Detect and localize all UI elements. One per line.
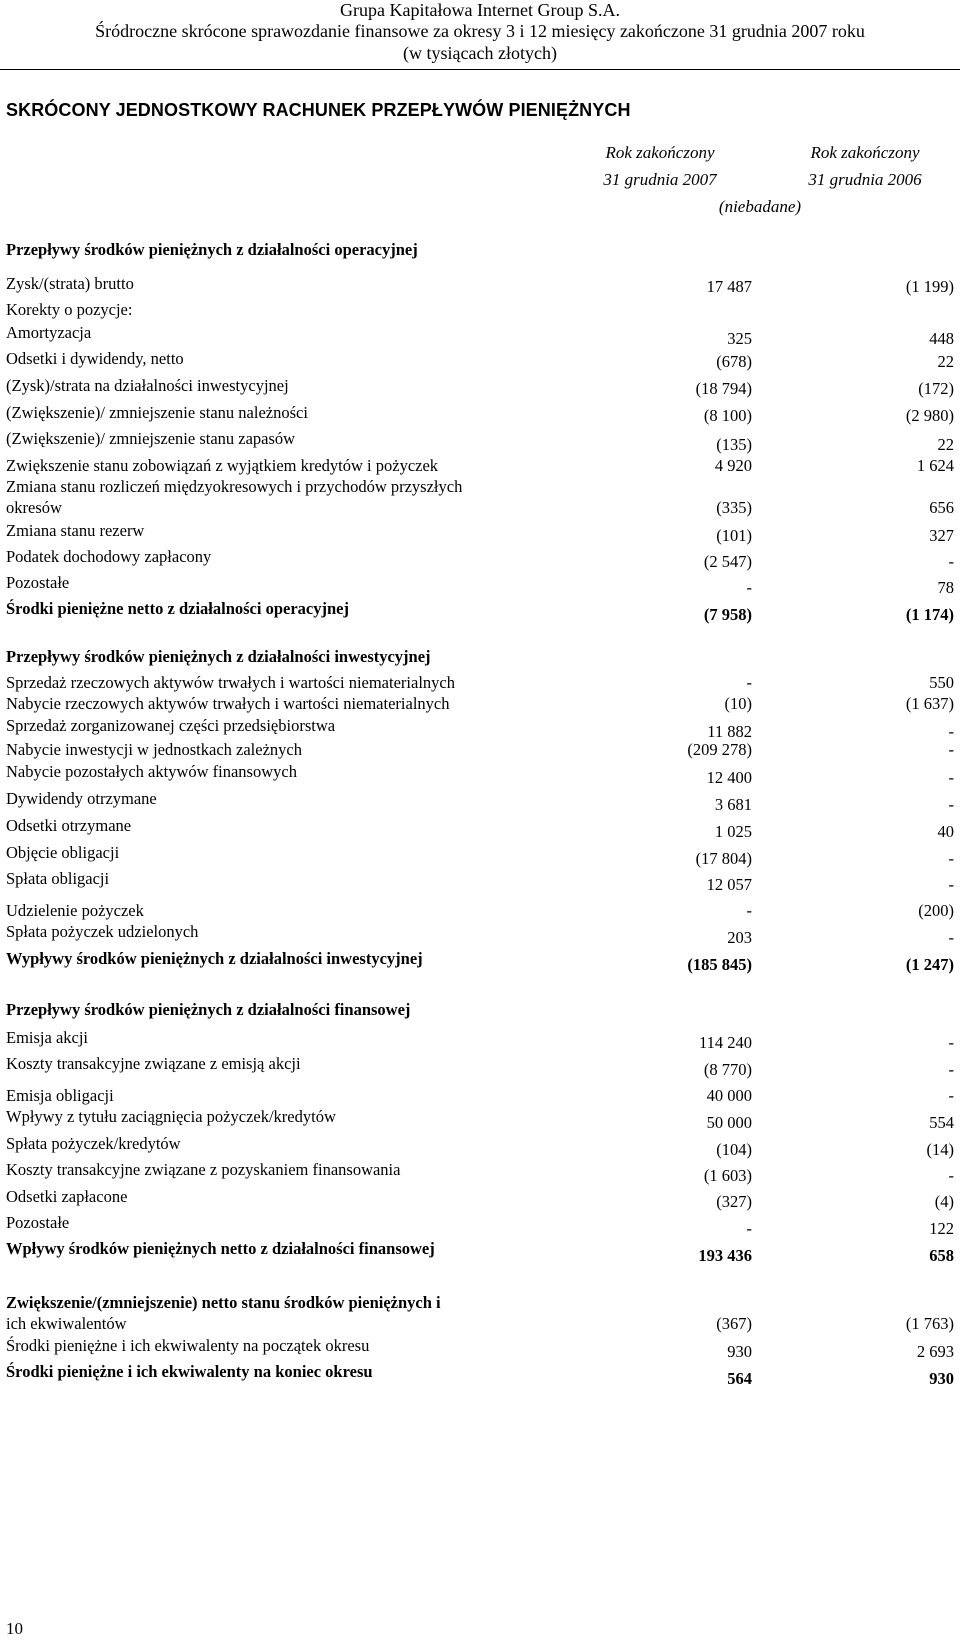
row-label: Podatek dochodowy zapłacony: [6, 547, 212, 566]
value-2006: 1 624: [916, 456, 954, 475]
value-2007: 114 240: [698, 1033, 752, 1052]
value-2007: (7 958): [703, 605, 752, 624]
value-2007: (678): [716, 352, 752, 371]
value-2006: -: [948, 849, 954, 868]
row-label: Zysk/(strata) brutto: [6, 274, 134, 293]
value-2007: (8 100): [703, 406, 752, 425]
value-2007: 325: [727, 329, 752, 348]
value-2007: 11 882: [707, 722, 752, 741]
table-row: [0, 376, 960, 400]
value-2006: -: [948, 1166, 954, 1185]
row-label: Koszty transakcyjne związane z emisją akcji: [6, 1054, 301, 1073]
table-row: [0, 521, 960, 545]
value-2006: 78: [937, 578, 954, 597]
row-label: Spłata pożyczek/kredytów: [6, 1134, 181, 1153]
table-row: [0, 1213, 960, 1237]
value-2006: -: [948, 928, 954, 947]
table-row: [0, 922, 960, 946]
value-2007: (327): [716, 1192, 752, 1211]
value-2006: -: [948, 722, 954, 741]
value-2007: -: [746, 901, 752, 920]
table-row: [0, 1107, 960, 1131]
value-2007: 17 487: [706, 277, 752, 296]
table-row: [0, 1160, 960, 1184]
value-2006: -: [948, 768, 954, 787]
row-label: Nabycie pozostałych aktywów finansowych: [6, 762, 297, 781]
value-2007: -: [746, 578, 752, 597]
section-investing: Przepływy środków pieniężnych z działalności inwestycyjnej: [6, 647, 431, 666]
row-label: Odsetki otrzymane: [6, 816, 132, 835]
value-2006: -: [948, 740, 954, 759]
col2-heading-line2: 31 grudnia 2006: [808, 170, 922, 189]
value-2006: 550: [929, 673, 954, 692]
value-2007: (104): [716, 1140, 752, 1159]
value-2006: (4): [934, 1192, 954, 1211]
value-2007: (367): [716, 1314, 752, 1333]
table-row: [0, 869, 960, 893]
row-label: Zwiększenie stanu zobowiązań z wyjątkiem kredytów i pożyczek: [6, 456, 439, 475]
value-2007: 193 436: [698, 1246, 752, 1265]
value-2007: (10): [724, 694, 752, 713]
row-label: (Zysk)/strata na działalności inwestycyjnej: [6, 376, 289, 395]
col1-heading-line1: Rok zakończony: [605, 143, 715, 162]
value-2006: 327: [929, 526, 954, 545]
col1-heading-line2: 31 grudnia 2007: [603, 170, 717, 189]
value-2006: 554: [929, 1113, 954, 1132]
value-2007: 4 920: [714, 456, 752, 475]
table-row: [0, 694, 960, 718]
table-row: [0, 573, 960, 597]
value-2007: (101): [716, 526, 752, 545]
value-2006: 2 693: [916, 1342, 954, 1361]
table-row: [0, 274, 960, 298]
value-2007: (185 845): [687, 955, 752, 974]
row-label: Wypływy środków pieniężnych z działalności inwestycyjnej: [6, 949, 423, 968]
net-change-row: [0, 1293, 960, 1338]
table-row: [0, 1336, 960, 1360]
value-2007: (335): [716, 498, 752, 517]
section-financing: Przepływy środków pieniężnych z działalności finansowej: [6, 1000, 411, 1019]
row-label: Udzielenie pożyczek: [6, 901, 144, 920]
value-2007: (18 794): [695, 379, 752, 398]
value-2006: (14): [926, 1140, 954, 1159]
row-label: Środki pieniężne i ich ekwiwalenty na koniec okresu: [6, 1362, 373, 1381]
row-label: Dywidendy otrzymane: [6, 789, 157, 808]
table-row: [0, 740, 960, 764]
row-label: Wpływy środków pieniężnych netto z działalności finansowej: [6, 1239, 435, 1258]
value-2006: 656: [929, 498, 954, 517]
value-2007: 50 000: [706, 1113, 752, 1132]
row-label: Odsetki zapłacone: [6, 1187, 128, 1206]
table-row: [0, 300, 960, 324]
table-row: [0, 1134, 960, 1158]
table-row: [0, 716, 960, 740]
value-2006: (200): [918, 901, 954, 920]
value-2006: 448: [929, 329, 954, 348]
value-2007: (8 770): [703, 1060, 752, 1079]
value-2007: 203: [727, 928, 752, 947]
value-2006: (172): [918, 379, 954, 398]
row-label-continued: okresów: [6, 498, 62, 517]
table-row: [0, 843, 960, 867]
row-label: Korekty o pozycje:: [6, 300, 133, 319]
table-row: [0, 429, 960, 453]
value-2006: -: [948, 552, 954, 571]
row-label: Nabycie rzeczowych aktywów trwałych i wartości niematerialnych: [6, 694, 450, 713]
value-2006: (1 637): [905, 694, 954, 713]
table-row: [0, 1028, 960, 1052]
row-label: Zwiększenie/(zmniejszenie) netto stanu środków pieniężnych i: [6, 1293, 441, 1312]
company-name: Grupa Kapitałowa Internet Group S.A.: [340, 0, 620, 20]
value-2006: (1 174): [905, 605, 954, 624]
report-title: Śródroczne skrócone sprawozdanie finansowe za okresy 3 i 12 miesięcy zakończone 31 grudnia 2007 roku: [95, 21, 865, 41]
row-label: (Zwiększenie)/ zmniejszenie stanu należności: [6, 403, 308, 422]
statement-title: SKRÓCONY JEDNOSTKOWY RACHUNEK PRZEPŁYWÓW PIENIĘŻNYCH: [6, 100, 631, 120]
value-2007: (209 278): [687, 740, 752, 759]
row-label: Pozostałe: [6, 1213, 70, 1232]
table-row: [0, 1187, 960, 1211]
col2-heading-line1: Rok zakończony: [810, 143, 920, 162]
value-2006: 22: [937, 435, 954, 454]
row-label: Zmiana stanu rozliczeń międzyokresowych i przychodów przyszłych: [6, 477, 463, 496]
value-2006: 658: [929, 1246, 954, 1265]
value-2006: 22: [937, 352, 954, 371]
row-label: Objęcie obligacji: [6, 843, 120, 862]
row-label: Sprzedaż rzeczowych aktywów trwałych i wartości niematerialnych: [6, 673, 455, 692]
value-2007: (2 547): [703, 552, 752, 571]
subtotal-row: [0, 599, 960, 623]
value-2006: (1 199): [905, 277, 954, 296]
row-label-continued: ich ekwiwalentów: [6, 1314, 127, 1333]
value-2007: -: [746, 1219, 752, 1238]
total-row: [0, 1362, 960, 1386]
value-2007: (135): [716, 435, 752, 454]
subtotal-row: [0, 1239, 960, 1263]
page-number: 10: [6, 1619, 23, 1638]
value-2006: 930: [929, 1369, 954, 1388]
value-2006: -: [948, 1060, 954, 1079]
value-2006: -: [948, 795, 954, 814]
table-row: [0, 477, 960, 522]
value-2007: (1 603): [703, 1166, 752, 1185]
row-label: Spłata obligacji: [6, 869, 110, 888]
section-operating: Przepływy środków pieniężnych z działalności operacyjnej: [6, 240, 418, 259]
value-2006: (1 763): [905, 1314, 954, 1333]
table-row: [0, 816, 960, 840]
value-2006: 40: [937, 822, 954, 841]
row-label: Amortyzacja: [6, 323, 92, 342]
value-2007: -: [746, 673, 752, 692]
row-label: Zmiana stanu rezerw: [6, 521, 145, 540]
value-2006: -: [948, 1086, 954, 1105]
table-row: [0, 323, 960, 347]
row-label: Sprzedaż zorganizowanej części przedsiębiorstwa: [6, 716, 336, 735]
value-2006: -: [948, 1033, 954, 1052]
row-label: Pozostałe: [6, 573, 70, 592]
value-2007: 564: [727, 1369, 752, 1388]
row-label: Spłata pożyczek udzielonych: [6, 922, 199, 941]
value-2006: 122: [929, 1219, 954, 1238]
row-label: Nabycie inwestycji w jednostkach zależnych: [6, 740, 302, 759]
table-row: [0, 789, 960, 813]
subtotal-row: [0, 949, 960, 973]
units-note: (w tysiącach złotych): [403, 43, 557, 63]
table-row: [0, 349, 960, 373]
value-2007: 12 400: [706, 768, 752, 787]
value-2007: 3 681: [714, 795, 752, 814]
row-label: Odsetki i dywidendy, netto: [6, 349, 184, 368]
row-label: Emisja obligacji: [6, 1086, 114, 1105]
value-2006: (2 980): [905, 406, 954, 425]
table-row: [0, 403, 960, 427]
table-row: [0, 762, 960, 786]
row-label: Środki pieniężne i ich ekwiwalenty na początek okresu: [6, 1336, 370, 1355]
value-2007: 930: [727, 1342, 752, 1361]
row-label: Emisja akcji: [6, 1028, 89, 1047]
value-2006: -: [948, 875, 954, 894]
row-label: Wpływy z tytułu zaciągnięcia pożyczek/kredytów: [6, 1107, 336, 1126]
row-label: Koszty transakcyjne związane z pozyskaniem finansowania: [6, 1160, 401, 1179]
value-2007: 1 025: [714, 822, 752, 841]
table-row: [0, 547, 960, 571]
value-2007: 12 057: [706, 875, 752, 894]
value-2007: 40 000: [706, 1086, 752, 1105]
header-divider: [0, 69, 960, 70]
row-label: Środki pieniężne netto z działalności operacyjnej: [6, 599, 349, 618]
unaudited-note: (niebadane): [718, 197, 802, 216]
value-2006: (1 247): [905, 955, 954, 974]
table-row: [0, 1054, 960, 1078]
value-2007: (17 804): [695, 849, 752, 868]
row-label: (Zwiększenie)/ zmniejszenie stanu zapasów: [6, 429, 296, 448]
